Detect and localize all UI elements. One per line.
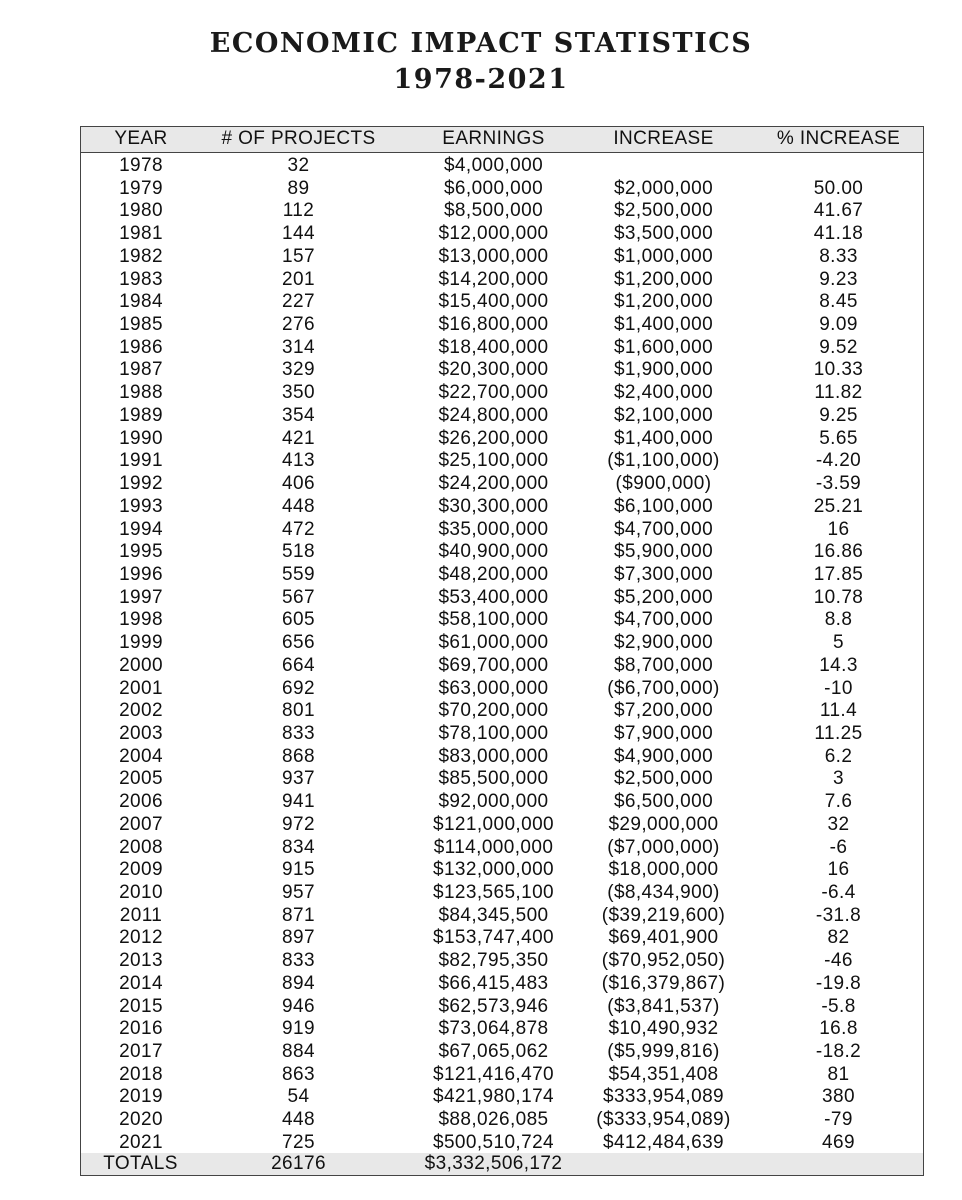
earnings-cell: $70,200,000 [438,700,549,722]
projects-cell: 937 [282,768,315,790]
table-row [81,1041,923,1064]
year-cell: 1988 [119,382,163,404]
projects-cell: 656 [282,632,315,654]
page-title: ECONOMIC IMPACT STATISTICS [209,28,753,59]
projects-cell: 725 [282,1131,315,1153]
increase-cell: $7,300,000 [613,563,714,585]
projects-cell: 406 [282,473,315,495]
increase-cell: $10,490,932 [608,1018,719,1040]
table-row [81,700,923,723]
header-percent-increase: % INCREASE [776,128,901,149]
year-cell: 1996 [119,563,163,585]
increase-cell: $7,200,000 [613,700,714,722]
projects-cell: 833 [282,722,315,744]
increase-cell: $1,900,000 [613,359,714,381]
year-cell: 2018 [119,1063,163,1085]
statistics-table [80,126,924,1176]
earnings-cell: $67,065,062 [438,1041,549,1063]
year-cell: 1999 [119,632,163,654]
year-cell: 2017 [119,1041,163,1063]
increase-cell: $2,500,000 [613,200,714,222]
projects-cell: 448 [282,495,315,517]
table-row [81,496,923,519]
earnings-cell: $132,000,000 [432,859,555,881]
header-year: YEAR [114,128,168,149]
percent-increase-cell: 9.09 [819,314,858,336]
year-cell: 1980 [119,200,163,222]
percent-increase-cell: 82 [827,927,850,949]
percent-increase-cell: -6 [829,836,848,858]
header-increase: INCREASE [613,128,714,149]
year-cell: 1985 [119,314,163,336]
increase-cell: ($900,000) [615,473,712,495]
year-cell: 1989 [119,404,163,426]
projects-cell: 605 [282,609,315,631]
percent-increase-cell: 11.82 [814,382,863,404]
totals-projects: 26176 [271,1153,326,1174]
year-cell: 2006 [119,791,163,813]
increase-cell: $5,900,000 [613,541,714,563]
increase-cell: $2,400,000 [613,382,714,404]
table-row [81,927,923,950]
projects-cell: 354 [282,404,315,426]
table-row [81,768,923,791]
percent-increase-cell: 3 [833,768,844,790]
percent-increase-cell: 32 [827,813,850,835]
year-cell: 1987 [119,359,163,381]
increase-cell: $1,400,000 [613,427,714,449]
percent-increase-cell: -31.8 [815,904,862,926]
table-row [81,609,923,632]
table-row [81,246,923,269]
projects-cell: 664 [282,654,315,676]
increase-cell: $6,100,000 [613,495,714,517]
year-cell: 2007 [119,813,163,835]
percent-increase-cell: 9.52 [819,336,858,358]
projects-cell: 946 [282,995,315,1017]
earnings-cell: $24,800,000 [438,404,549,426]
table-row [81,814,923,837]
table-row [81,314,923,337]
year-cell: 1978 [119,155,163,176]
table-row [81,473,923,496]
table-row [81,337,923,360]
table-row [81,996,923,1019]
percent-increase-cell: -6.4 [821,882,856,903]
projects-cell: 350 [282,382,315,404]
earnings-cell: $82,795,350 [438,950,549,972]
earnings-cell: $35,000,000 [438,518,549,540]
table-row [81,632,923,655]
table-row [81,655,923,678]
year-cell: 1995 [119,541,163,563]
year-cell: 1986 [119,336,163,358]
percent-increase-cell: 5 [833,632,844,654]
year-cell: 2005 [119,768,163,790]
percent-increase-cell: 469 [822,1131,855,1153]
percent-increase-cell: 7.6 [824,791,853,813]
table-row [81,200,923,223]
projects-cell: 972 [282,813,315,835]
table-row [81,882,923,905]
year-cell: 2002 [119,700,163,722]
percent-increase-cell: 10.33 [813,359,864,381]
projects-cell: 112 [282,200,315,222]
projects-cell: 472 [282,518,315,540]
year-cell: 2000 [119,654,163,676]
table-row [81,223,923,246]
table-row [81,859,923,882]
percent-increase-cell: 16.86 [813,541,864,563]
year-cell: 2014 [119,972,163,994]
increase-cell: ($8,434,900) [607,882,720,903]
year-cell: 1990 [119,427,163,449]
earnings-cell: $8,500,000 [443,200,544,222]
earnings-cell: $88,026,085 [438,1109,549,1131]
earnings-cell: $61,000,000 [438,632,549,654]
table-row [81,405,923,428]
percent-increase-cell: -18.2 [815,1041,862,1063]
earnings-cell: $14,200,000 [438,268,549,290]
increase-cell: $29,000,000 [608,813,719,835]
earnings-cell: $4,000,000 [443,155,544,176]
year-cell: 2009 [119,859,163,881]
table-row [81,791,923,814]
increase-cell: ($333,954,089) [596,1109,731,1131]
projects-cell: 89 [287,177,310,199]
totals-label: TOTALS [103,1153,178,1174]
table-row [81,1086,923,1109]
projects-cell: 421 [282,427,315,449]
earnings-cell: $48,200,000 [438,563,549,585]
earnings-cell: $66,415,483 [438,972,549,994]
earnings-cell: $30,300,000 [438,495,549,517]
increase-cell: $7,900,000 [613,722,714,744]
percent-increase-cell: 50.00 [813,177,864,199]
percent-increase-cell: 17.85 [813,563,864,585]
table-row [81,1064,923,1087]
table-row [81,269,923,292]
increase-cell: $2,100,000 [613,404,714,426]
year-cell: 2021 [119,1131,163,1153]
year-cell: 1981 [119,223,163,245]
percent-increase-cell: 41.67 [813,200,864,222]
table-row [81,519,923,542]
percent-increase-cell: 11.4 [819,700,858,722]
percent-increase-cell: 11.25 [814,722,863,744]
year-cell: 1991 [119,450,163,472]
projects-cell: 32 [287,155,310,176]
increase-cell: $1,200,000 [613,268,714,290]
percent-increase-cell: 81 [827,1063,850,1085]
table-row [81,746,923,769]
increase-cell: $1,600,000 [613,336,714,358]
table-row [81,1132,923,1155]
projects-cell: 227 [282,291,315,313]
projects-cell: 276 [282,314,315,336]
increase-cell: $4,700,000 [613,518,714,540]
table-row [81,450,923,473]
table-row [81,723,923,746]
percent-increase-cell: 6.2 [824,745,853,767]
projects-cell: 448 [282,1109,315,1131]
table-row [81,1018,923,1041]
year-cell: 1979 [119,177,163,199]
earnings-cell: $22,700,000 [438,382,549,404]
table-row [81,587,923,610]
increase-cell: ($39,219,600) [601,904,726,926]
increase-cell: $8,700,000 [613,654,714,676]
projects-cell: 157 [282,245,315,267]
earnings-cell: $12,000,000 [438,223,549,245]
earnings-cell: $500,510,724 [432,1131,555,1153]
table-row [81,905,923,928]
projects-cell: 329 [282,359,315,381]
projects-cell: 801 [282,700,315,722]
earnings-cell: $92,000,000 [438,791,549,813]
projects-cell: 834 [282,836,315,858]
year-cell: 2019 [119,1086,163,1108]
percent-increase-cell: 5.65 [819,427,858,449]
earnings-cell: $26,200,000 [438,427,549,449]
year-cell: 1984 [119,291,163,313]
year-cell: 2013 [119,950,163,972]
increase-cell: ($5,999,816) [607,1041,720,1063]
projects-cell: 871 [282,904,315,926]
increase-cell: $2,000,000 [613,177,714,199]
projects-cell: 884 [282,1041,315,1063]
table-row [81,837,923,860]
percent-increase-cell: -19.8 [815,972,862,994]
earnings-cell: $421,980,174 [432,1086,555,1108]
percent-increase-cell: 16 [827,859,850,881]
earnings-cell: $121,000,000 [432,813,555,835]
percent-increase-cell: 9.23 [819,268,858,290]
percent-increase-cell: 25.21 [813,495,864,517]
percent-increase-cell: 16.8 [819,1018,858,1040]
increase-cell: $69,401,900 [608,927,719,949]
increase-cell: ($7,000,000) [607,836,720,858]
table-row [81,359,923,382]
increase-cell: $18,000,000 [608,859,719,881]
earnings-cell: $121,416,470 [432,1063,555,1085]
earnings-cell: $69,700,000 [438,654,549,676]
projects-cell: 894 [282,972,315,994]
projects-cell: 919 [282,1018,315,1040]
year-cell: 2011 [119,904,163,926]
projects-cell: 559 [282,563,315,585]
increase-cell: $2,900,000 [613,632,714,654]
table-row [81,973,923,996]
earnings-cell: $153,747,400 [432,927,555,949]
percent-increase-cell: -5.8 [821,995,856,1017]
projects-cell: 833 [282,950,315,972]
increase-cell: $3,500,000 [613,223,714,245]
table-row [81,950,923,973]
projects-cell: 957 [282,882,315,903]
earnings-cell: $123,565,100 [432,882,555,903]
projects-cell: 567 [282,586,315,608]
earnings-cell: $85,500,000 [438,768,549,790]
year-cell: 1998 [119,609,163,631]
year-cell: 2016 [119,1018,163,1040]
increase-cell: $54,351,408 [608,1063,719,1085]
table-header [81,127,923,153]
earnings-cell: $58,100,000 [438,609,549,631]
table-row [81,1109,923,1132]
year-cell: 1994 [119,518,163,540]
earnings-cell: $6,000,000 [443,177,544,199]
table-row [81,291,923,314]
percent-increase-cell: 8.45 [819,291,858,313]
projects-cell: 868 [282,745,315,767]
year-cell: 2003 [119,722,163,744]
projects-cell: 692 [282,677,315,699]
totals-earnings: $3,332,506,172 [424,1153,563,1174]
projects-cell: 201 [282,268,315,290]
projects-cell: 314 [282,336,315,358]
table-row [81,564,923,587]
percent-increase-cell: -3.59 [815,473,862,495]
increase-cell: $4,900,000 [613,745,714,767]
projects-cell: 915 [282,859,315,881]
year-cell: 2015 [119,995,163,1017]
earnings-cell: $24,200,000 [438,473,549,495]
percent-increase-cell: 8.33 [819,245,858,267]
projects-cell: 144 [282,223,315,245]
table-body [81,155,923,1155]
increase-cell: $333,954,089 [602,1086,725,1108]
earnings-cell: $53,400,000 [438,586,549,608]
table-row [81,155,923,178]
percent-increase-cell: 8.8 [824,609,853,631]
year-cell: 1993 [119,495,163,517]
earnings-cell: $20,300,000 [438,359,549,381]
increase-cell: ($1,100,000) [607,450,720,472]
earnings-cell: $73,064,878 [438,1018,549,1040]
projects-cell: 863 [282,1063,315,1085]
year-cell: 1992 [119,473,163,495]
page-subtitle: 1978-2021 [393,64,569,95]
increase-cell: ($70,952,050) [601,950,726,972]
year-cell: 2004 [119,745,163,767]
table-row [81,178,923,201]
earnings-cell: $18,400,000 [438,336,549,358]
percent-increase-cell: 16 [827,518,850,540]
increase-cell: $1,000,000 [613,245,714,267]
earnings-cell: $78,100,000 [438,722,549,744]
percent-increase-cell: 380 [822,1086,855,1108]
earnings-cell: $13,000,000 [438,245,549,267]
year-cell: 1983 [119,268,163,290]
increase-cell: ($3,841,537) [607,995,720,1017]
percent-increase-cell: 14.3 [819,654,858,676]
increase-cell: $4,700,000 [613,609,714,631]
percent-increase-cell: 9.25 [819,404,858,426]
projects-cell: 941 [282,791,315,813]
earnings-cell: $83,000,000 [438,745,549,767]
table-row [81,428,923,451]
header-earnings: EARNINGS [442,128,545,149]
projects-cell: 54 [287,1086,310,1108]
earnings-cell: $62,573,946 [438,995,549,1017]
increase-cell: $2,500,000 [613,768,714,790]
increase-cell: $412,484,639 [602,1131,725,1153]
earnings-cell: $114,000,000 [433,836,554,858]
earnings-cell: $63,000,000 [438,677,549,699]
totals-row [81,1153,923,1175]
percent-increase-cell: -46 [824,950,853,972]
percent-increase-cell: -10 [824,677,853,699]
year-cell: 2001 [119,677,163,699]
year-cell: 1982 [119,245,163,267]
increase-cell: ($6,700,000) [607,677,720,699]
year-cell: 2020 [119,1109,163,1131]
projects-cell: 413 [282,450,315,472]
percent-increase-cell: 41.18 [813,223,864,245]
projects-cell: 518 [282,541,315,563]
percent-increase-cell: -4.20 [815,450,862,472]
table-row [81,541,923,564]
header-projects: # OF PROJECTS [221,128,376,149]
table-row [81,382,923,405]
earnings-cell: $25,100,000 [438,450,549,472]
earnings-cell: $40,900,000 [438,541,549,563]
increase-cell: ($16,379,867) [601,972,726,994]
percent-increase-cell: 10.78 [813,586,864,608]
earnings-cell: $16,800,000 [438,314,549,336]
percent-increase-cell: -79 [824,1109,853,1131]
year-cell: 2008 [119,836,163,858]
increase-cell: $1,400,000 [613,314,714,336]
table-row [81,678,923,701]
increase-cell: $1,200,000 [613,291,714,313]
increase-cell: $5,200,000 [613,586,714,608]
earnings-cell: $15,400,000 [438,291,549,313]
projects-cell: 897 [282,927,315,949]
year-cell: 2010 [119,882,163,903]
increase-cell: $6,500,000 [613,791,714,813]
earnings-cell: $84,345,500 [438,904,549,926]
year-cell: 1997 [119,586,163,608]
year-cell: 2012 [119,927,163,949]
